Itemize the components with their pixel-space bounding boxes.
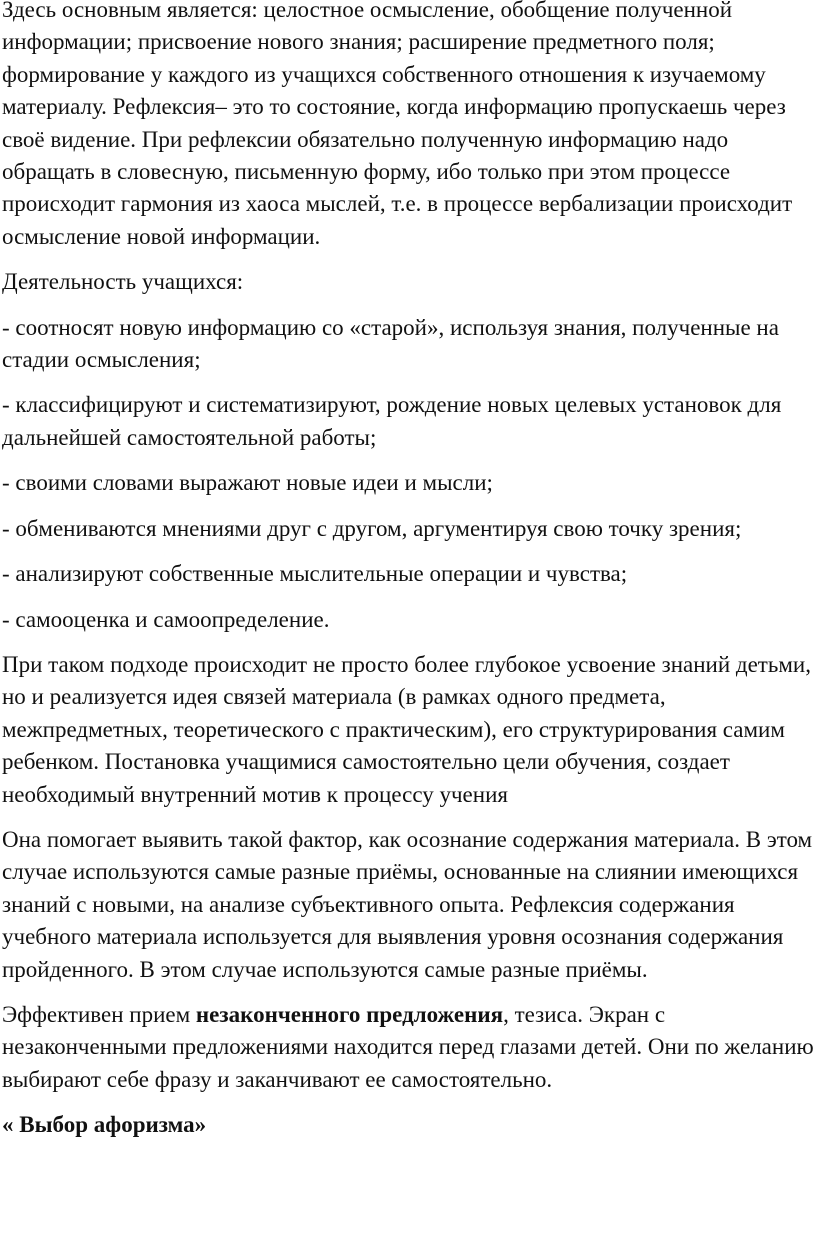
- paragraph-effective-technique: [2, 999, 814, 1096]
- paragraph-awareness: Она помогает выявить такой фактор, как осознание содержания материала. В этом случае используются самые разные приёмы, основанные на слиянии имеющихся знаний с новыми, на анализе субъективного опыта. Рефлексия содержания учебного материала используется для выявления уровня осознания содержания пройденного. В этом случае используются самые разные приёмы.: [2, 826, 813, 982]
- effective-prefix: Эффективен прием: [2, 1001, 196, 1027]
- list-item-exchange-opinions: - обмениваются мнениями друг с другом, аргументируя свою точку зрения;: [2, 515, 742, 541]
- effective-suffix: , тезиса. Экран с незаконченными предложениями находится перед глазами детей. Они по желанию выбирают себе фразу и заканчивают ее самостоятельно.: [2, 1001, 814, 1092]
- list-item-relate-info: - соотносят новую информацию со «старой», используя знания, полученные на стадии осмысления;: [2, 314, 779, 373]
- list-item-analyze: - анализируют собственные мыслительные операции и чувства;: [2, 561, 628, 587]
- document-page: [2, 0, 814, 1155]
- list-item-own-words: - своими словами выражают новые идеи и мысли;: [2, 470, 493, 496]
- list-item-self-assessment: - самооценка и самоопределение.: [2, 606, 330, 632]
- effective-bold-term: незаконченного предложения: [195, 1001, 504, 1027]
- paragraph-student-activity-label: Деятельность учащихся:: [2, 269, 244, 295]
- paragraph-approach: При таком подходе происходит не просто более глубокое усвоение знаний детьми, но и реализуется идея связей материала (в рамках одного предмета, межпредметных, теоретического с практическим), его структурирования самим ребенком. Постановка учащимися самостоятельно цели обучения, создает необходимый внутренний мотив к процессу учения: [2, 651, 811, 807]
- paragraph-reflection-intro: Здесь основным является: целостное осмысление, обобщение полученной информации; присвоение нового знания; расширение предметного поля; формирование у каждого из учащихся собственного отношения к изучаемому материалу. Рефлексия– это то состояние, когда информацию пропускаешь через своё видение. При рефлексии обязательно полученную информацию надо обращать в словесную, письменную форму, ибо только при этом процессе происходит гармония из хаоса мыслей, т.е. в процессе вербализации происходит осмысление новой информации.: [2, 0, 793, 249]
- list-item-classify: - классифицируют и систематизируют, рождение новых целевых установок для дальнейшей самостоятельной работы;: [2, 392, 782, 450]
- heading-aphorism-choice: « Выбор афоризма»: [2, 1112, 207, 1138]
